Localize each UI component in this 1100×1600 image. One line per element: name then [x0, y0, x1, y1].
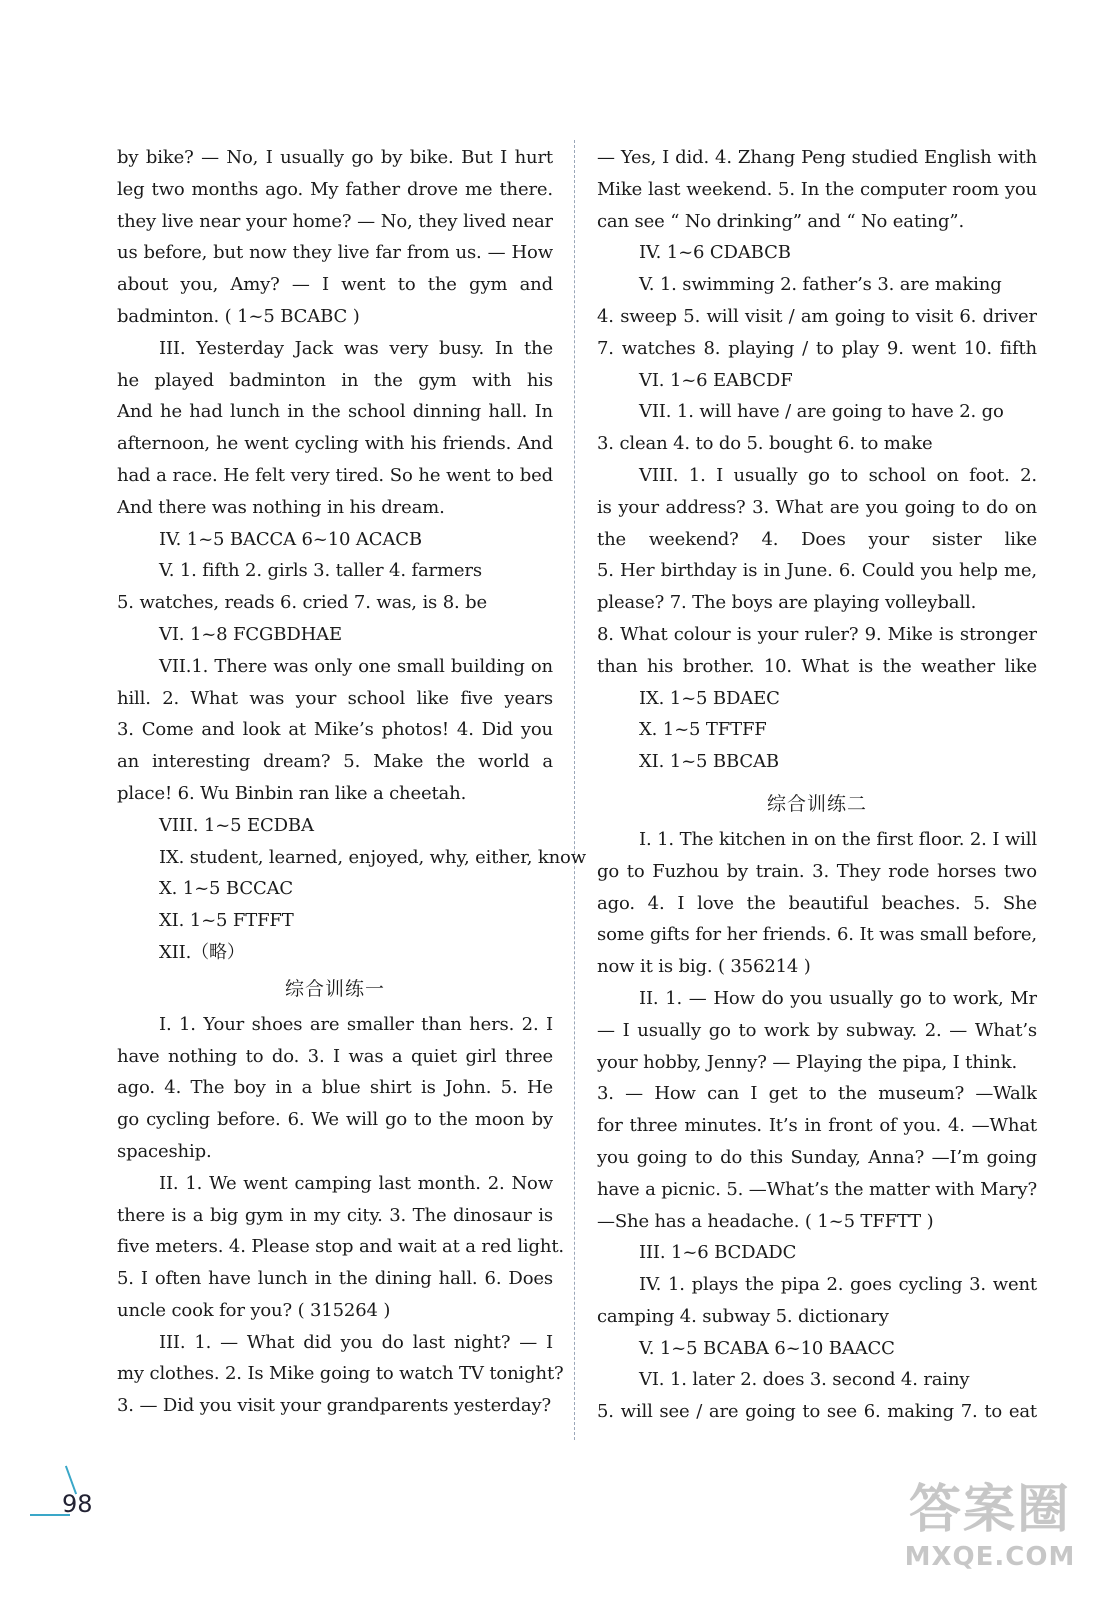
answer-line: 5. will see / are going to see 6. making 7. to eat: [597, 1401, 1037, 1423]
answer-line: ago. 4. I love the beautiful beaches. 5. She: [597, 892, 1037, 914]
answer-line: IV. 1~6 CDABCB: [639, 242, 791, 264]
answer-line: badminton. ( 1~5 BCABC ): [117, 305, 360, 327]
answer-line: X. 1~5 TFTFF: [639, 719, 767, 741]
answer-line: XI. 1~5 FTFFT: [159, 910, 294, 932]
left-answer-lines-2: [117, 1009, 565, 1422]
answer-line: VII. 1. will have / are going to have 2. go: [639, 401, 1004, 423]
answer-line: had a race. He felt very tired. So he went to bed: [117, 464, 553, 486]
answer-line: he played badminton in the gym with his: [117, 369, 553, 391]
answer-line: camping 4. subway 5. dictionary: [597, 1305, 889, 1327]
answer-line: now it is big. ( 356214 ): [597, 956, 811, 978]
answer-line: 3. clean 4. to do 5. bought 6. to make: [597, 433, 933, 455]
left-answer-lines: [117, 142, 587, 969]
answer-line: place! 6. Wu Binbin ran like a cheetah.: [117, 782, 467, 804]
answer-line: —She has a headache. ( 1~5 TFFTT ): [597, 1210, 934, 1232]
answer-line: III. 1. — What did you do last night? — I: [159, 1331, 553, 1353]
section-heading-training-2: 综合训练二: [766, 792, 867, 815]
answer-line: II. 1. — How do you usually go to work, Mr: [639, 987, 1037, 1009]
answer-line: us before, but now they live far from us. — How: [117, 242, 553, 264]
answer-line: IX. 1~5 BDAEC: [639, 687, 780, 709]
answer-line: your hobby, Jenny? — Playing the pipa, I think.: [597, 1051, 1018, 1073]
answer-line: ago. 4. The boy in a blue shirt is John. 5. He: [117, 1077, 553, 1099]
answer-line: spaceship.: [117, 1140, 212, 1162]
answer-line: go to Fuzhou by train. 3. They rode horses two: [597, 860, 1037, 882]
answer-line: III. 1~6 BCDADC: [639, 1242, 797, 1264]
answer-line: hill. 2. What was your school like five years: [117, 687, 553, 709]
answer-line: II. 1. We went camping last month. 2. Now: [159, 1172, 553, 1194]
answer-line: there is a big gym in my city. 3. The dinosaur is: [117, 1204, 553, 1226]
answer-line: for three minutes. It’s in front of you. 4. —What: [597, 1115, 1037, 1137]
section-heading-training-1: 综合训练一: [284, 977, 385, 1000]
answer-line: 5. I often have lunch in the dining hall. 6. Does: [117, 1268, 553, 1290]
answer-line: VI. 1. later 2. does 3. second 4. rainy: [639, 1369, 970, 1391]
answer-line: can see “ No drinking” and “ No eating”.: [597, 210, 965, 232]
watermark-logo: [900, 1478, 1080, 1588]
answer-line: XI. 1~5 BBCAB: [639, 751, 779, 773]
answer-line: have nothing to do. 3. I was a quiet girl three: [117, 1045, 553, 1067]
answer-line: please? 7. The boys are playing volleyball.: [597, 592, 977, 614]
answer-line: I. 1. The kitchen in on the first floor. 2. I will: [639, 828, 1037, 850]
answer-line: they live near your home? — No, they lived near: [117, 210, 553, 232]
answer-line: — I usually go to work by subway. 2. — What’s: [597, 1019, 1037, 1041]
answer-line: V. 1~5 BCABA 6~10 BAACC: [639, 1337, 895, 1359]
left-column: [117, 142, 587, 1422]
answer-line: 5. watches, reads 6. cried 7. was, is 8. be: [117, 592, 488, 614]
answer-line: 7. watches 8. playing / to play 9. went 10. fifth: [597, 337, 1037, 359]
answer-line: XII.（略）: [159, 941, 245, 963]
answer-line: go cycling before. 6. We will go to the moon by: [117, 1109, 553, 1131]
answer-line: Mike last weekend. 5. In the computer room you: [597, 178, 1037, 200]
answer-line: VI. 1~8 FCGBDHAE: [159, 623, 342, 645]
answer-line: VII.1. There was only one small building on: [159, 655, 553, 677]
answer-line: five meters. 4. Please stop and wait at a red light.: [117, 1236, 565, 1258]
answer-line: afternoon, he went cycling with his friends. And: [117, 433, 553, 455]
answer-line: you going to do this Sunday, Anna? —I’m going: [597, 1146, 1037, 1168]
right-column: [597, 142, 1037, 1428]
answer-line: about you, Amy? — I went to the gym and: [117, 274, 553, 296]
answer-line: some gifts for her friends. 6. It was small before,: [597, 924, 1037, 946]
answer-line: 3. — How can I get to the museum? —Walk: [597, 1083, 1037, 1105]
answer-line: 8. What colour is your ruler? 9. Mike is stronger: [597, 623, 1037, 645]
answer-line: 4. sweep 5. will visit / am going to visit 6. driver: [597, 305, 1037, 327]
answer-line: VI. 1~6 EABCDF: [639, 369, 793, 391]
answer-line: X. 1~5 BCCAC: [159, 878, 294, 900]
answer-line: leg two months ago. My father drove me there.: [117, 178, 553, 200]
answer-line: VIII. 1~5 ECDBA: [159, 814, 314, 836]
answer-line: have a picnic. 5. —What’s the matter with Mary?: [597, 1178, 1037, 1200]
answer-line: V. 1. fifth 2. girls 3. taller 4. farmers: [159, 560, 482, 582]
answer-line: 5. Her birthday is in June. 6. Could you help me,: [597, 560, 1037, 582]
answer-line: IV. 1. plays the pipa 2. goes cycling 3. went: [639, 1274, 1037, 1296]
answer-line: than his brother. 10. What is the weather like: [597, 655, 1037, 677]
page-number: 98: [62, 1490, 93, 1518]
answer-line: 3. — Did you visit your grandparents yesterday?: [117, 1395, 552, 1417]
answer-line: III. Yesterday Jack was very busy. In the: [159, 337, 553, 359]
answer-line: I. 1. Your shoes are smaller than hers. 2. I: [159, 1013, 553, 1035]
right-answer-lines-2: [597, 824, 1037, 1428]
watermark-url: MXQE.COM: [904, 1542, 1076, 1572]
answer-line: VIII. 1. I usually go to school on foot. 2.: [639, 464, 1037, 486]
answer-line: And he had lunch in the school dinning hall. In: [117, 401, 553, 423]
answer-line: 3. Come and look at Mike’s photos! 4. Did you: [117, 719, 553, 741]
answer-line: the weekend? 4. Does your sister like: [597, 528, 1037, 550]
watermark-title: 答案圈: [908, 1480, 1071, 1540]
answer-line: IV. 1~5 BACCA 6~10 ACACB: [159, 528, 422, 550]
answer-line: uncle cook for you? ( 315264 ): [117, 1299, 391, 1321]
answer-line: by bike? — No, I usually go by bike. But I hurt: [117, 147, 553, 168]
answer-line: V. 1. swimming 2. father’s 3. are making: [639, 274, 1002, 296]
answer-line: — Yes, I did. 4. Zhang Peng studied English with: [597, 147, 1037, 168]
answer-line: And there was nothing in his dream.: [117, 496, 445, 518]
answer-line: IX. student, learned, enjoyed, why, either, know: [159, 846, 587, 868]
right-answer-lines: [597, 142, 1037, 778]
answer-line: my clothes. 2. Is Mike going to watch TV tonight?: [117, 1363, 564, 1385]
column-divider: [574, 140, 575, 1440]
answer-line: is your address? 3. What are you going to do on: [597, 496, 1037, 518]
answer-line: an interesting dream? 5. Make the world a: [117, 751, 553, 773]
